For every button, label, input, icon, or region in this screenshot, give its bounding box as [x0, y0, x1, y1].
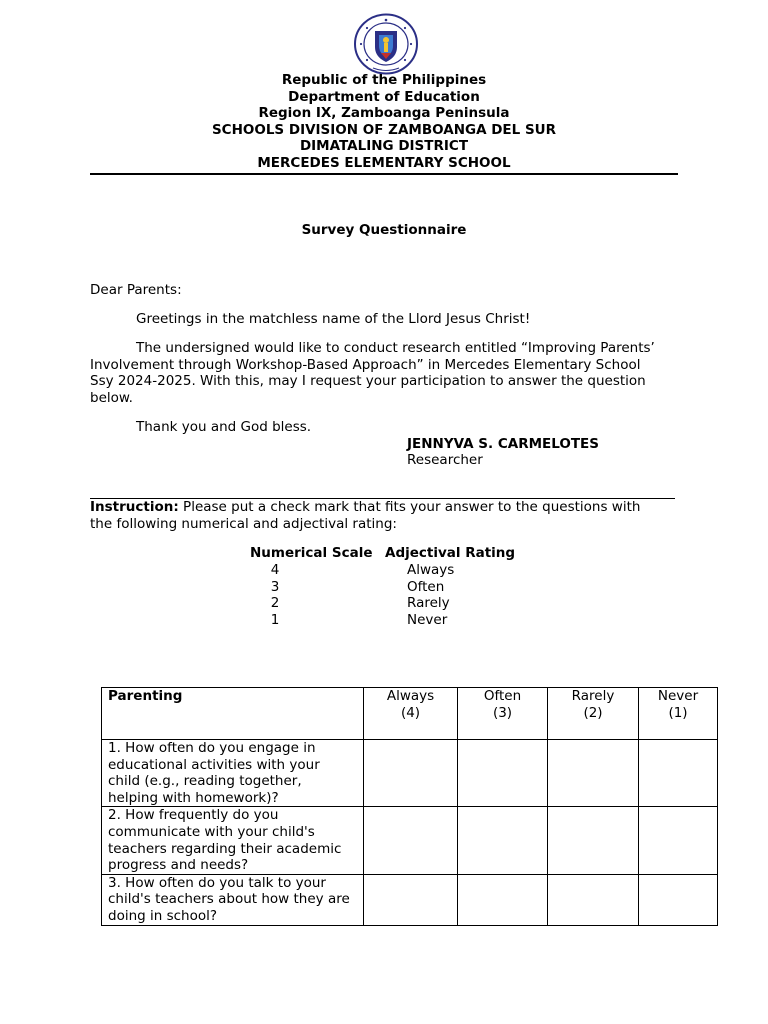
scale-adj-rarely: Rarely — [407, 595, 450, 611]
letter-greeting: Greetings in the matchless name of the Llord Jesus Christ! — [136, 311, 531, 327]
col-often-header: Often (3) — [458, 688, 548, 740]
scale-numerical-header: Numerical Scale — [250, 545, 373, 561]
document-title: Survey Questionnaire — [301, 222, 467, 238]
scale-num-3: 3 — [270, 579, 280, 595]
scale-adjectival-header: Adjectival Rating — [385, 545, 516, 561]
col-rarely-header: Rarely (2) — [548, 688, 639, 740]
instruction-line: the following numerical and adjectival rating: — [90, 515, 397, 532]
signatory-role: Researcher — [407, 452, 483, 468]
table-row — [102, 807, 718, 874]
header-district: DIMATALING DISTRICT — [299, 138, 469, 155]
scale-num-4: 4 — [270, 562, 280, 578]
school-header — [0, 72, 768, 172]
header-department: Department of Education — [288, 88, 480, 105]
q1-rarely-checkbox-cell[interactable] — [548, 740, 639, 807]
header-region: Region IX, Zamboanga Peninsula — [258, 105, 510, 122]
q2-often-checkbox-cell[interactable] — [458, 807, 548, 874]
question-1: 1. How often do you engage in educational activities with your child (e.g., reading together, helping with homework)? — [102, 740, 364, 807]
letter-body — [90, 340, 680, 406]
q2-never-checkbox-cell[interactable] — [639, 807, 718, 874]
q1-never-checkbox-cell[interactable] — [639, 740, 718, 807]
question-3: 3. How often do you talk to your child's teachers about how they are doing in school? — [102, 874, 364, 925]
scale-adj-always: Always — [407, 562, 455, 578]
q1-often-checkbox-cell[interactable] — [458, 740, 548, 807]
parenting-header: Parenting — [102, 688, 364, 740]
col-never-header: Never (1) — [639, 688, 718, 740]
signatory-name: JENNYVA S. CARMELOTES — [407, 436, 600, 452]
q2-always-checkbox-cell[interactable] — [364, 807, 458, 874]
table-header-row — [102, 688, 718, 740]
letter-body-line: below. — [90, 389, 133, 406]
scale-num-1: 1 — [270, 612, 280, 628]
header-republic: Republic of the Philippines — [281, 72, 487, 88]
survey-table — [101, 687, 718, 926]
deped-seal-icon — [353, 13, 419, 75]
letter-body-line: Involvement through Workshop-Based Approach” in Mercedes Elementary School — [90, 356, 641, 373]
col-always-header: Always (4) — [364, 688, 458, 740]
question-2: 2. How frequently do you communicate with your child's teachers regarding their academic progress and needs? — [102, 807, 364, 874]
table-row — [102, 740, 718, 807]
q3-never-checkbox-cell[interactable] — [639, 874, 718, 925]
q3-rarely-checkbox-cell[interactable] — [548, 874, 639, 925]
scale-adj-often: Often — [407, 579, 445, 595]
q3-always-checkbox-cell[interactable] — [364, 874, 458, 925]
scale-num-2: 2 — [270, 595, 280, 611]
q1-always-checkbox-cell[interactable] — [364, 740, 458, 807]
instruction-line: Please put a check mark that fits your answer to the questions with — [178, 499, 641, 515]
header-school: MERCEDES ELEMENTARY SCHOOL — [257, 154, 511, 171]
letter-body-line: The undersigned would like to conduct research entitled “Improving Parents’ — [136, 340, 655, 356]
instruction-label: Instruction: — [90, 499, 179, 515]
letter-body-line: Ssy 2024-2025. With this, may I request your participation to answer the question — [90, 373, 646, 390]
header-division: SCHOOLS DIVISION OF ZAMBOANGA DEL SUR — [211, 121, 557, 138]
header-divider — [90, 173, 678, 175]
table-row — [102, 874, 718, 925]
instruction-text — [90, 499, 680, 532]
q3-often-checkbox-cell[interactable] — [458, 874, 548, 925]
letter-closing: Thank you and God bless. — [136, 419, 312, 435]
letter-salutation: Dear Parents: — [90, 282, 182, 298]
scale-adj-never: Never — [407, 612, 448, 628]
q2-rarely-checkbox-cell[interactable] — [548, 807, 639, 874]
